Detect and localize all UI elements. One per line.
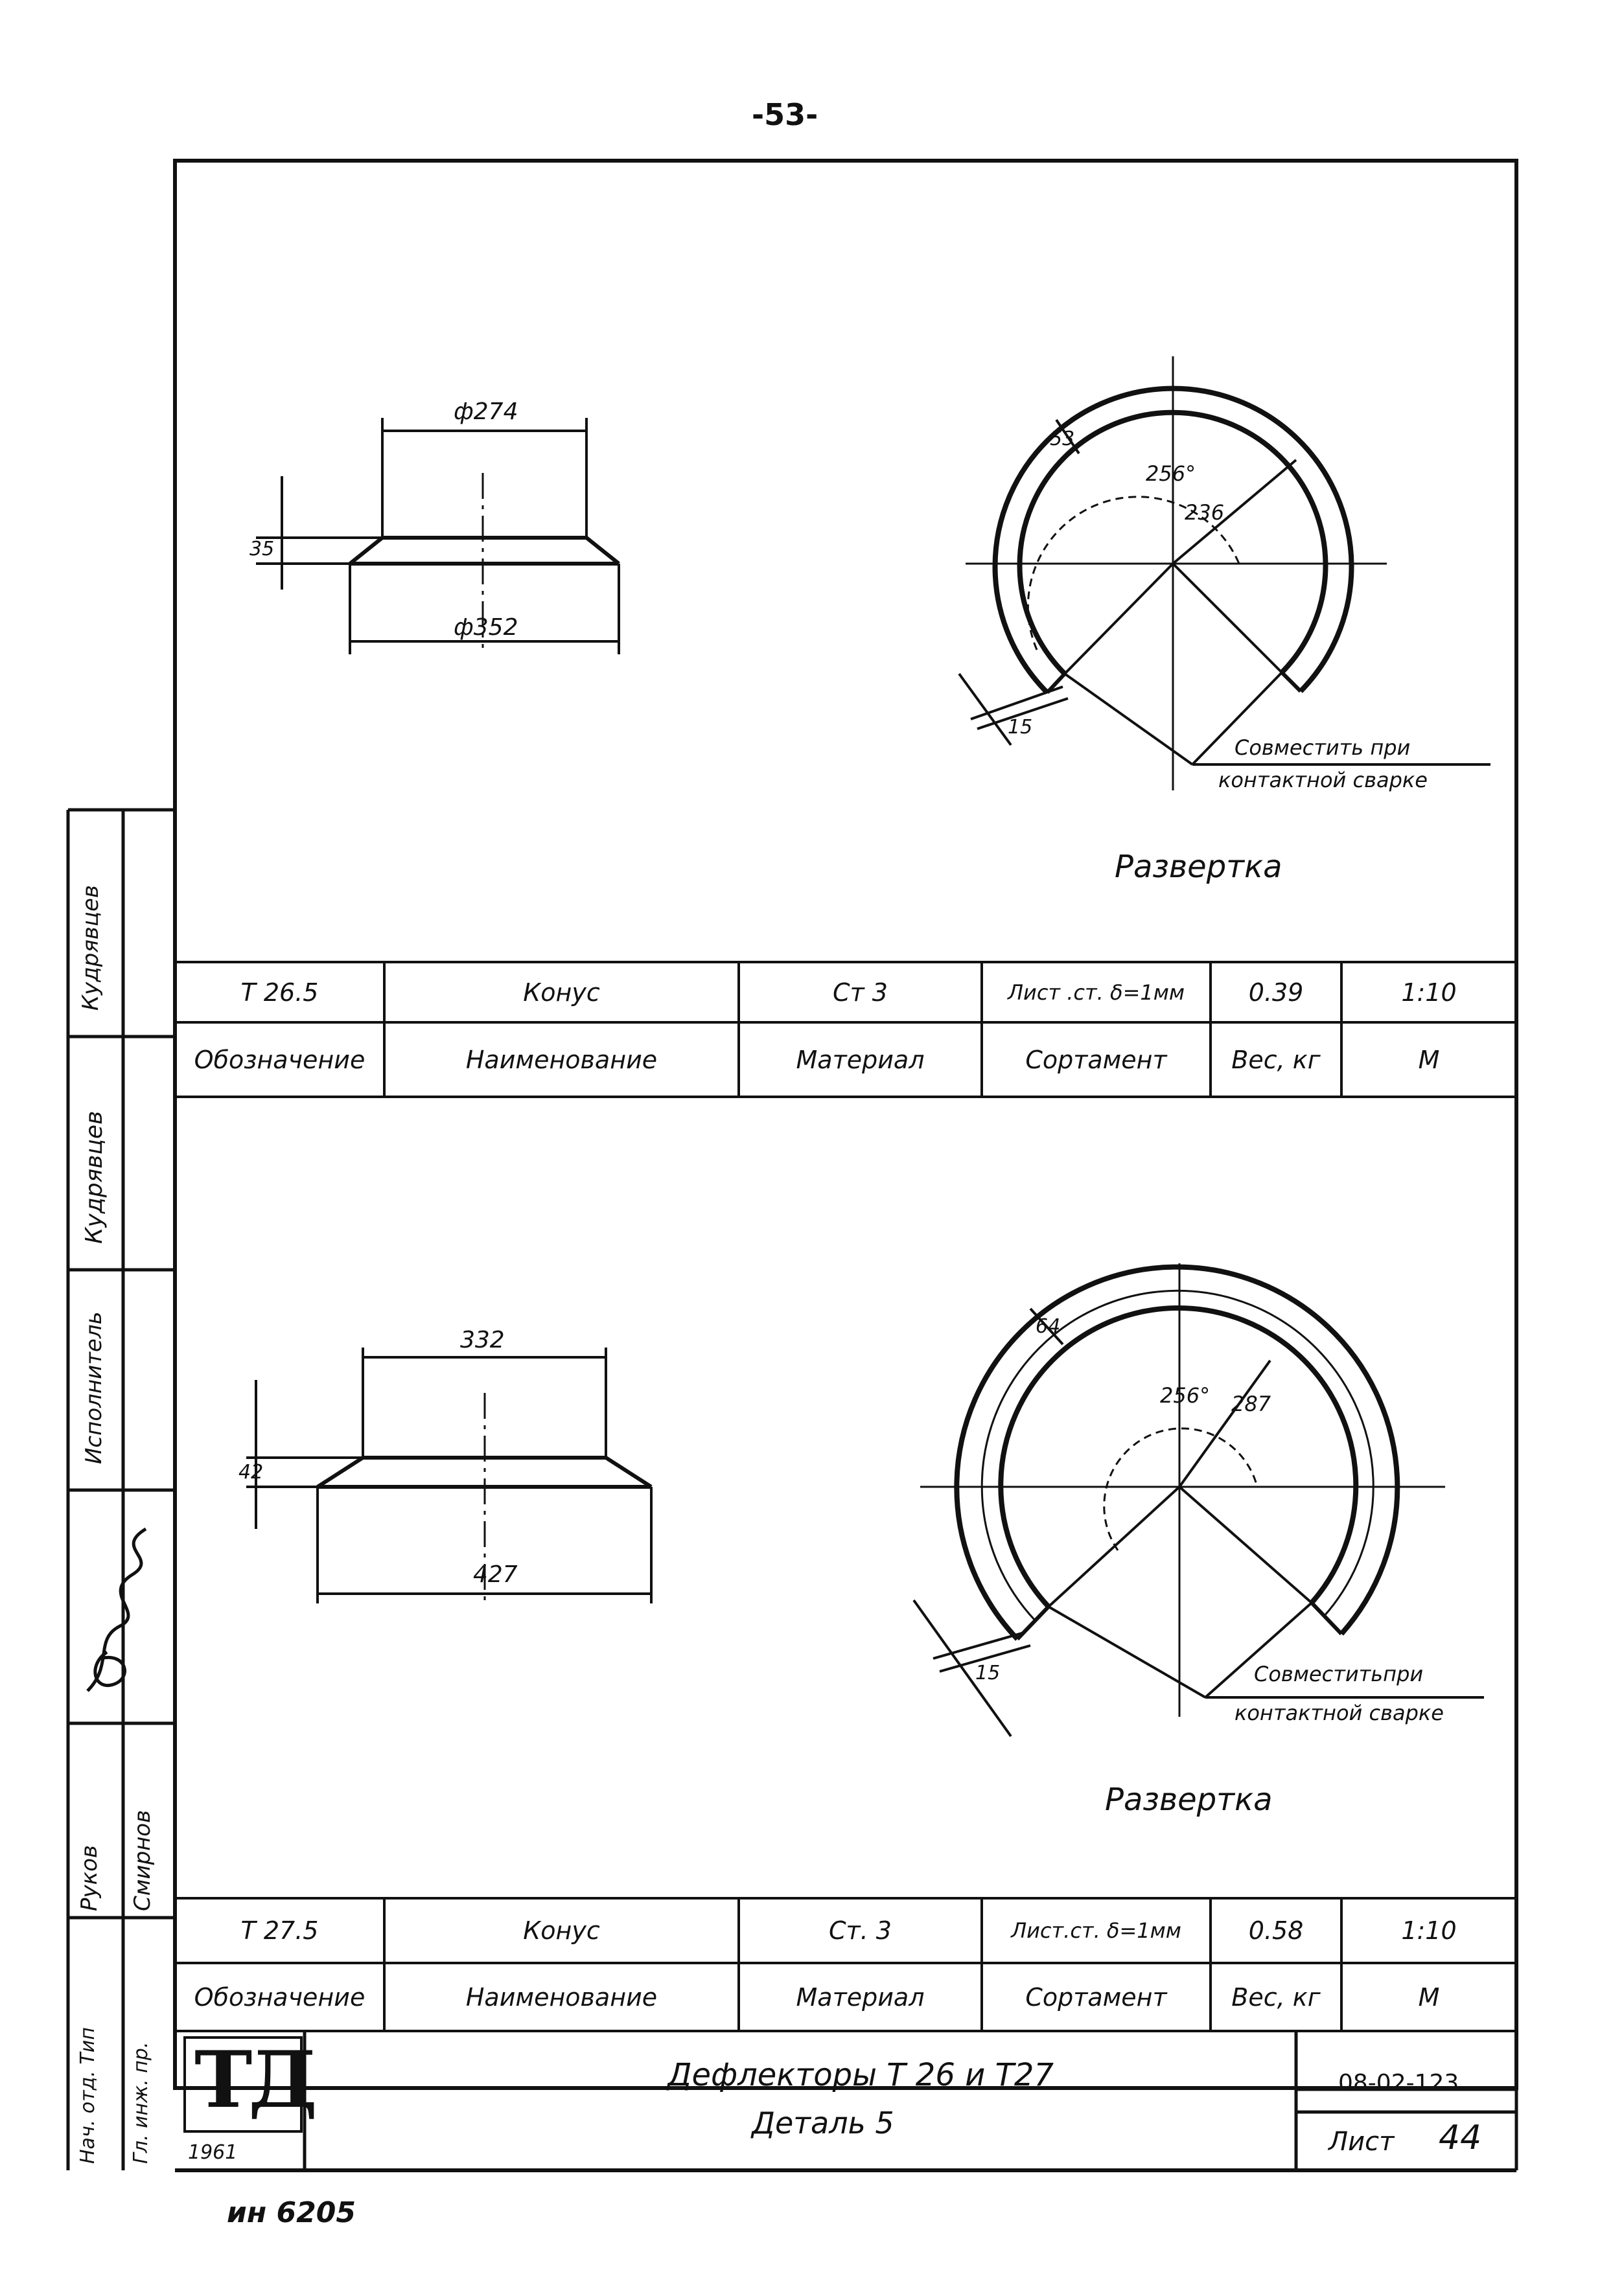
sheet-number: 44 bbox=[1439, 2118, 1482, 2157]
top-dim-top-diameter: ф274 bbox=[454, 398, 518, 425]
bottom-dev-caption: Развертка bbox=[1105, 1782, 1273, 1818]
top-dev-note-1: Совместить при bbox=[1235, 735, 1411, 760]
bottom-header-designation: Обозначение bbox=[194, 1982, 365, 2012]
top-header-assortment: Сортамент bbox=[1025, 1045, 1167, 1074]
bottom-dim-height: 42 bbox=[238, 1461, 264, 1484]
top-header-material: Материал bbox=[796, 1045, 925, 1074]
stamp-signature-1: Кудрявцев bbox=[78, 885, 104, 1011]
top-dev-angle: 256° bbox=[1146, 461, 1196, 486]
document-subtitle: Деталь 5 bbox=[752, 2106, 894, 2141]
bottom-dev-radius: 287 bbox=[1231, 1392, 1271, 1416]
bottom-row-scale: 1:10 bbox=[1401, 1916, 1457, 1945]
top-dev-width: 53 bbox=[1050, 428, 1075, 450]
document-title: Дефлекторы Т 26 и Т27 bbox=[667, 2057, 1054, 2093]
bottom-dev-width: 64 bbox=[1036, 1315, 1061, 1338]
top-header-designation: Обозначение bbox=[194, 1045, 365, 1074]
bottom-header-weight: Вес, кг bbox=[1231, 1982, 1321, 2012]
bottom-header-assortment: Сортамент bbox=[1025, 1982, 1167, 2012]
bottom-row-assortment: Лист.ст. δ=1мм bbox=[1011, 1918, 1181, 1943]
stamp-chief-engineer: Гл. инж. пр. bbox=[130, 2041, 152, 2164]
year: 1961 bbox=[188, 2141, 238, 2164]
top-row-weight: 0.39 bbox=[1248, 978, 1304, 1007]
top-header-scale: М bbox=[1418, 1045, 1440, 1074]
top-header-weight: Вес, кг bbox=[1231, 1045, 1321, 1074]
bottom-row-name: Конус bbox=[523, 1916, 600, 1945]
top-dev-radius: 236 bbox=[1185, 500, 1225, 525]
top-dev-caption: Развертка bbox=[1115, 849, 1282, 885]
page-number: -53- bbox=[752, 97, 818, 132]
bottom-row-designation: Т 27.5 bbox=[240, 1916, 319, 1945]
top-header-name: Наименование bbox=[465, 1045, 658, 1074]
stamp-head-label: Руков bbox=[76, 1845, 102, 1911]
stamp-chief-dept: Нач. отд. Тип bbox=[76, 2027, 99, 2164]
top-row-material: Ст 3 bbox=[833, 978, 888, 1007]
top-development bbox=[959, 356, 1490, 790]
sheet-label: Лист bbox=[1328, 2127, 1395, 2157]
bottom-cone-view bbox=[246, 1348, 651, 1603]
top-dim-bottom-diameter: ф352 bbox=[454, 614, 518, 641]
top-row-designation: Т 26.5 bbox=[240, 978, 319, 1007]
stamp-role: Исполнитель bbox=[81, 1311, 107, 1464]
top-dev-note-2: контактной сварке bbox=[1218, 768, 1428, 792]
signature-scribble bbox=[75, 1503, 172, 1710]
stamp-head-name: Смирнов bbox=[130, 1809, 156, 1911]
stamp-name: Кудрявцев bbox=[81, 1110, 108, 1244]
top-dev-overlap: 15 bbox=[1008, 716, 1033, 739]
bottom-dev-overlap: 15 bbox=[975, 1662, 1001, 1684]
bottom-header-name: Наименование bbox=[465, 1982, 658, 2012]
inventory-number: ин 6205 bbox=[227, 2196, 356, 2229]
top-row-scale: 1:10 bbox=[1401, 978, 1457, 1007]
top-row-name: Конус bbox=[523, 978, 600, 1007]
logo: ТД bbox=[194, 2034, 314, 2126]
bottom-row-material: Ст. 3 bbox=[828, 1916, 892, 1945]
bottom-header-scale: М bbox=[1418, 1982, 1440, 2012]
bottom-dev-note-2: контактной сварке bbox=[1235, 1701, 1444, 1725]
top-dim-height: 35 bbox=[249, 538, 275, 560]
top-cone-view bbox=[256, 418, 619, 654]
bottom-dev-note-1: Совместитьпри bbox=[1254, 1662, 1424, 1686]
top-row-assortment: Лист .ст. δ=1мм bbox=[1007, 980, 1185, 1005]
document-code: 08-02-123 bbox=[1338, 2070, 1459, 2096]
bottom-dev-angle: 256° bbox=[1160, 1383, 1211, 1408]
bottom-dim-top-diameter: 332 bbox=[460, 1327, 505, 1353]
bottom-row-weight: 0.58 bbox=[1248, 1916, 1304, 1945]
bottom-dim-bottom-diameter: 427 bbox=[473, 1561, 518, 1588]
bottom-header-material: Материал bbox=[796, 1982, 925, 2012]
